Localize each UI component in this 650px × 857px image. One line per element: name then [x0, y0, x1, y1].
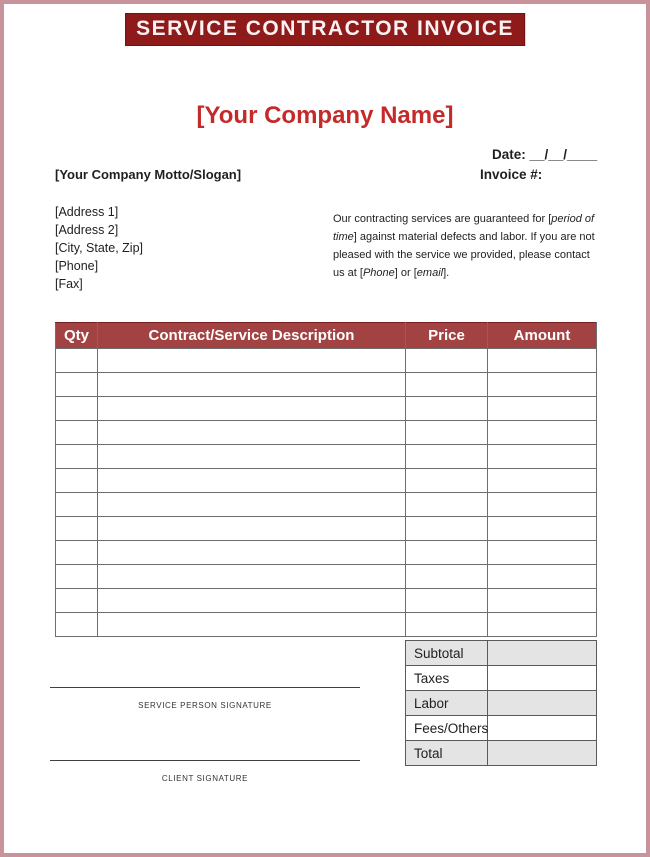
guarantee-placeholder: period of time	[333, 213, 595, 243]
invoice-empty-row	[56, 421, 597, 445]
invoice-empty-cell	[488, 445, 597, 469]
invoice-empty-cell	[98, 589, 406, 613]
invoice-empty-cell	[488, 421, 597, 445]
invoice-empty-cell	[98, 349, 406, 373]
invoice-empty-cell	[56, 349, 98, 373]
invoice-empty-cell	[488, 589, 597, 613]
invoice-empty-cell	[406, 565, 488, 589]
invoice-empty-cell	[406, 445, 488, 469]
signature-line	[50, 760, 360, 761]
date-invoice-block	[480, 145, 597, 185]
invoice-empty-cell	[488, 373, 597, 397]
invoice-empty-row	[56, 613, 597, 637]
address-block	[55, 203, 143, 293]
invoice-empty-cell	[406, 541, 488, 565]
summary-label: Subtotal	[406, 641, 488, 666]
invoice-empty-cell	[488, 517, 597, 541]
invoice-empty-row	[56, 493, 597, 517]
invoice-empty-row	[56, 397, 597, 421]
address-line: [Fax]	[55, 277, 83, 291]
invoice-empty-cell	[56, 565, 98, 589]
invoice-empty-cell	[406, 397, 488, 421]
summary-row-labor	[406, 691, 597, 716]
invoice-empty-row	[56, 373, 597, 397]
guarantee-placeholder: Phone	[362, 267, 395, 279]
date-field: Date: __/__/____	[492, 147, 598, 162]
summary-label: Labor	[406, 691, 488, 716]
column-header-amount: Amount	[488, 323, 597, 349]
invoice-empty-cell	[98, 493, 406, 517]
invoice-empty-cell	[98, 613, 406, 637]
invoice-empty-cell	[488, 565, 597, 589]
invoice-empty-cell	[488, 397, 597, 421]
column-header-price: Price	[406, 323, 488, 349]
invoice-empty-row	[56, 541, 597, 565]
address-line: [Phone]	[55, 259, 99, 273]
invoice-empty-cell	[406, 373, 488, 397]
guarantee-text: Our contracting services are guaranteed for [	[333, 213, 552, 225]
invoice-empty-row	[56, 349, 597, 373]
invoice-empty-cell	[56, 397, 98, 421]
invoice-empty-cell	[406, 589, 488, 613]
invoice-empty-cell	[98, 445, 406, 469]
guarantee-paragraph	[333, 210, 599, 282]
invoice-number-field: Invoice #:	[480, 167, 543, 182]
totals-table	[405, 640, 597, 766]
invoice-empty-cell	[488, 493, 597, 517]
summary-label: Fees/Others	[406, 716, 488, 741]
invoice-empty-cell	[488, 613, 597, 637]
guarantee-placeholder: email	[416, 267, 444, 279]
summary-label: Total	[406, 741, 488, 766]
invoice-empty-cell	[56, 445, 98, 469]
guarantee-text: ] against material defects and labor. If you are not pleased with the service we provided, please contact us at [	[333, 231, 595, 279]
invoice-table-header-row	[56, 323, 597, 349]
signature-label: SERVICE PERSON SIGNATURE	[138, 701, 272, 710]
invoice-empty-row	[56, 445, 597, 469]
summary-row-fees-others	[406, 716, 597, 741]
invoice-empty-cell	[98, 421, 406, 445]
invoice-empty-cell	[488, 541, 597, 565]
invoice-empty-cell	[56, 541, 98, 565]
signature-label: CLIENT SIGNATURE	[161, 774, 249, 783]
invoice-empty-cell	[406, 349, 488, 373]
column-header-description: Contract/Service Description	[98, 323, 406, 349]
invoice-table-body	[56, 349, 597, 637]
invoice-empty-cell	[56, 469, 98, 493]
invoice-empty-cell	[406, 469, 488, 493]
address-line: [Address 2]	[55, 223, 119, 237]
client-signature-block	[50, 760, 360, 783]
company-motto: [Your Company Motto/Slogan]	[55, 167, 242, 182]
company-name: [Your Company Name]	[196, 102, 454, 129]
invoice-empty-cell	[56, 589, 98, 613]
summary-value	[488, 741, 597, 766]
invoice-empty-cell	[406, 493, 488, 517]
invoice-empty-cell	[98, 397, 406, 421]
invoice-empty-cell	[406, 421, 488, 445]
column-header-qty: Qty	[56, 323, 98, 349]
invoice-empty-row	[56, 565, 597, 589]
invoice-empty-cell	[98, 469, 406, 493]
invoice-empty-cell	[98, 565, 406, 589]
signature-line	[50, 687, 360, 688]
summary-row-taxes	[406, 666, 597, 691]
invoice-empty-cell	[56, 517, 98, 541]
summary-row-total	[406, 741, 597, 766]
invoice-empty-row	[56, 517, 597, 541]
invoice-empty-cell	[98, 373, 406, 397]
invoice-empty-cell	[98, 541, 406, 565]
invoice-empty-row	[56, 469, 597, 493]
summary-value	[488, 641, 597, 666]
summary-row-subtotal	[406, 641, 597, 666]
invoice-empty-cell	[406, 613, 488, 637]
page-title: SERVICE CONTRACTOR INVOICE	[125, 13, 525, 46]
summary-label: Taxes	[406, 666, 488, 691]
invoice-empty-cell	[406, 517, 488, 541]
invoice-empty-cell	[56, 421, 98, 445]
invoice-empty-cell	[488, 469, 597, 493]
service-person-signature-block	[50, 687, 360, 710]
address-line: [City, State, Zip]	[55, 241, 143, 255]
invoice-empty-cell	[56, 373, 98, 397]
summary-value	[488, 666, 597, 691]
invoice-items-table	[55, 322, 597, 637]
summary-value	[488, 691, 597, 716]
summary-value	[488, 716, 597, 741]
invoice-empty-cell	[56, 493, 98, 517]
invoice-empty-cell	[98, 517, 406, 541]
address-line: [Address 1]	[55, 205, 119, 219]
invoice-empty-cell	[488, 349, 597, 373]
guarantee-text: ] or [	[394, 267, 417, 279]
guarantee-text: ].	[443, 267, 450, 279]
invoice-empty-row	[56, 589, 597, 613]
invoice-empty-cell	[56, 613, 98, 637]
